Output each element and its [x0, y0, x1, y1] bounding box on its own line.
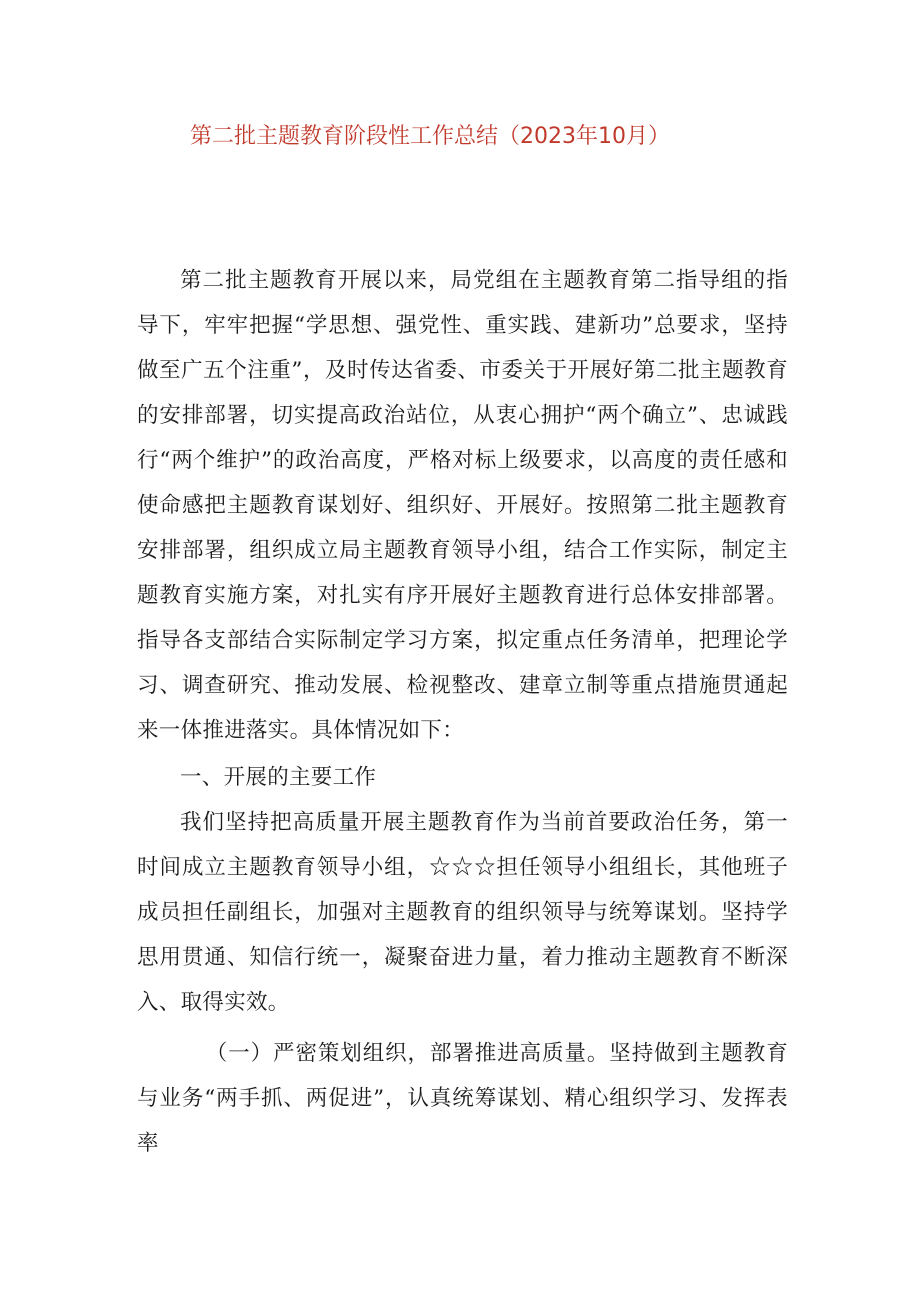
intro-paragraph: 第二批主题教育开展以来，局党组在主题教育第二指导组的指导下，牢牢把握“学思想、强党性、重实践、建新功”总要求，坚持做至广五个注重”，及时传达省委、市委关于开展好第二批主题教育的安排部署，切实提高政治站位，从衷心拥护“两个确立”、忠诚践行“两个维护”的政治高度，严格对标上级要求，以高度的责任感和使命感把主题教育谋划好、组织好、开展好。按照第二批主题教育安排部署，组织成立局主题教育领导小组，结合工作实际，制定主题教育实施方案，对扎实有序开展好主题教育进行总体安排部署。指导各支部结合实际制定学习方案，拟定重点任务清单，把理论学习、调查研究、推动发展、检视整改、建章立制等重点措施贯通起来一体推进落实。具体情况如下：: [137, 268, 788, 743]
section-paragraph: 我们坚持把高质量开展主题教育作为当前首要政治任务，第一时间成立主题教育领导小组，☆☆☆担任领导小组组长，其他班子成员担任副组长，加强对主题教育的组织领导与统筹谋划。坚持学思用贯通、知信行统一，凝聚奋进力量，着力推动主题教育不断深入、取得实效。: [137, 810, 788, 1015]
document-title: 第二批主题教育阶段性工作总结（2023年10月）: [190, 124, 670, 149]
subsection-paragraph: （一）严密策划组织，部署推进高质量。坚持做到主题教育与业务“两手抓、两促进”，认真统筹谋划、精心组织学习、发挥表率: [137, 1041, 788, 1156]
section-heading: 一、开展的主要工作: [180, 765, 377, 790]
document-body: [137, 258, 788, 1166]
